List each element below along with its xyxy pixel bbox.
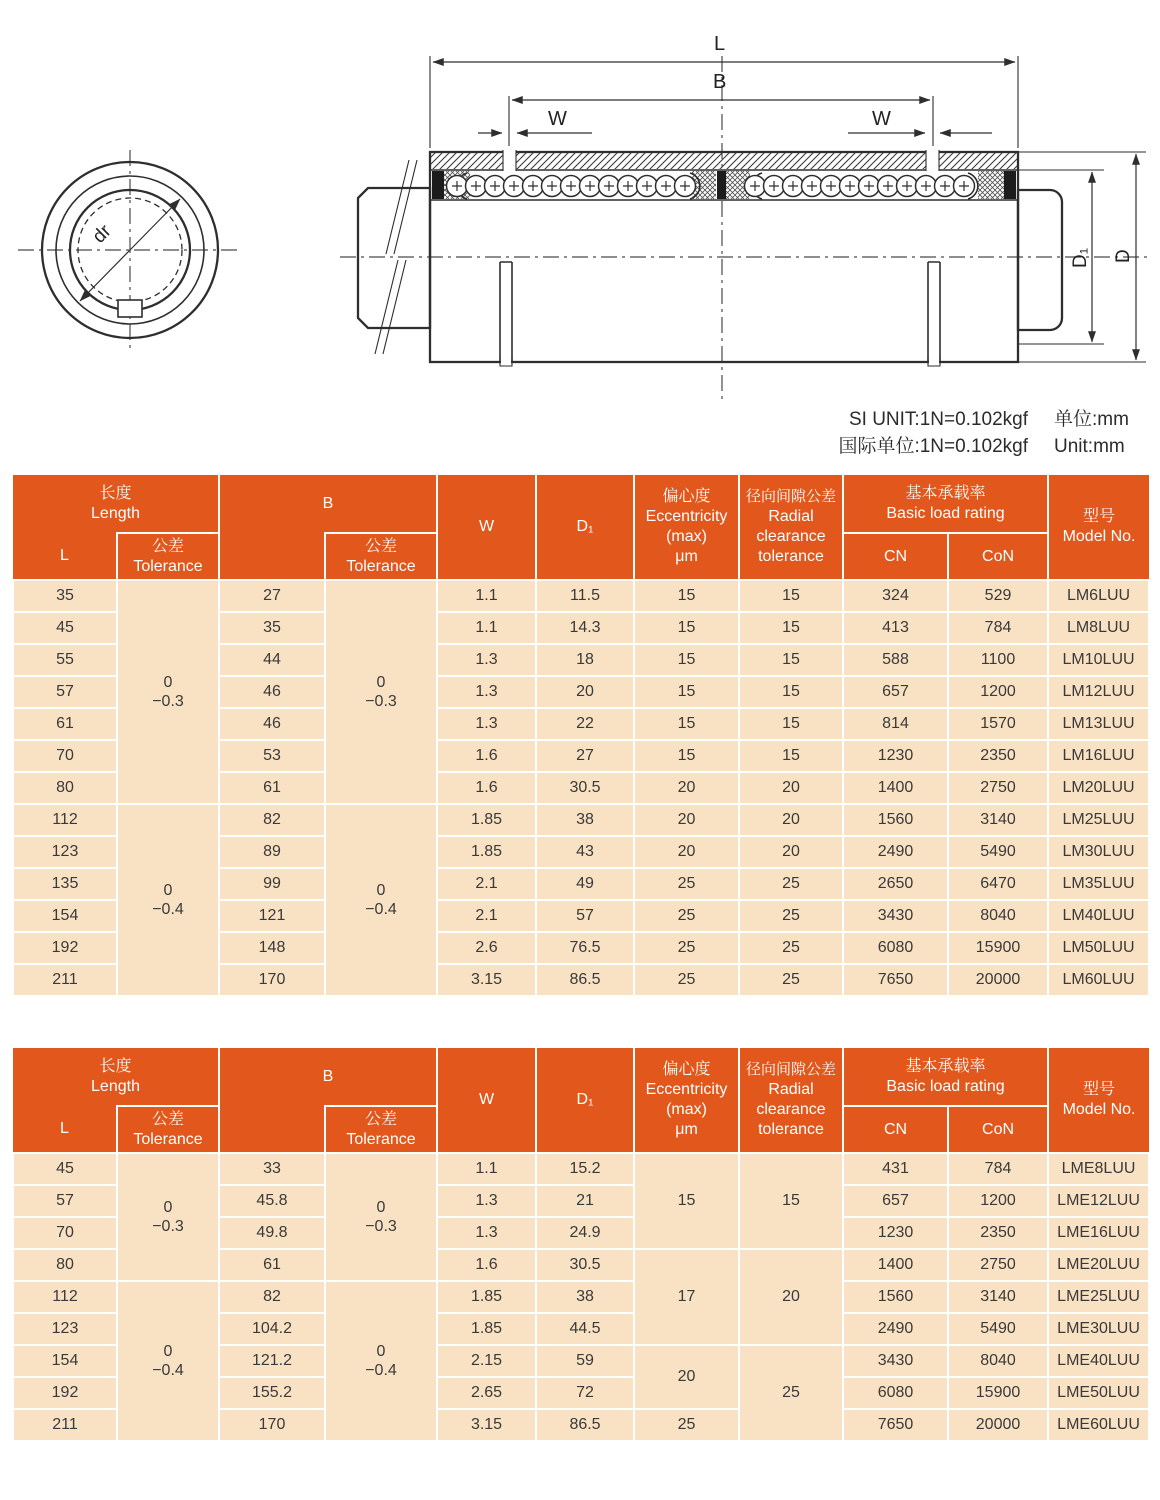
cell: 6470	[948, 868, 1048, 900]
cell-model: LME8LUU	[1048, 1153, 1149, 1185]
cell: 112	[13, 1281, 117, 1313]
th-radial-clearance	[739, 475, 843, 580]
th-ecc-max: (max)	[666, 528, 707, 545]
th-b-tolerance	[325, 533, 437, 580]
th-length	[13, 1048, 219, 1106]
th-cn: CN	[843, 1106, 948, 1153]
cell-ecc-group: 17	[634, 1249, 739, 1345]
th-eccentricity	[634, 1048, 739, 1153]
cell-model: LME30LUU	[1048, 1313, 1149, 1345]
cell: 657	[843, 1185, 948, 1217]
cell: 1.3	[437, 1217, 536, 1249]
cell: 5490	[948, 836, 1048, 868]
cell: 43	[536, 836, 634, 868]
cell: 7650	[843, 1409, 948, 1441]
cell: 27	[219, 580, 325, 612]
cell: 2350	[948, 740, 1048, 772]
cell: 15	[739, 740, 843, 772]
cell: 529	[948, 580, 1048, 612]
cell: 14.3	[536, 612, 634, 644]
cell: 46	[219, 676, 325, 708]
cell: 784	[948, 1153, 1048, 1185]
seal-left	[432, 171, 444, 199]
cell: 44	[219, 644, 325, 676]
th-radial-clearance	[739, 1048, 843, 1153]
cell-model: LM35LUU	[1048, 868, 1149, 900]
cell: 21	[536, 1185, 634, 1217]
th-tol-cn: 公差	[365, 537, 398, 555]
cell: 1.1	[437, 612, 536, 644]
dim-label-d: D	[1113, 249, 1134, 263]
cell: 18	[536, 644, 634, 676]
cell: 192	[13, 1377, 117, 1409]
cell: 22	[536, 708, 634, 740]
cell: 5490	[948, 1313, 1048, 1345]
dimension-d1	[1070, 172, 1092, 342]
cell: 57	[536, 900, 634, 932]
th-basic-load-rating	[843, 475, 1048, 533]
th-length-en: Length	[91, 1077, 140, 1095]
th-rad-cn: 径向间隙公差	[746, 1061, 837, 1078]
unit-mm-en: Unit:mm	[1054, 436, 1125, 457]
cell: 25	[634, 900, 739, 932]
cell: 20	[739, 836, 843, 868]
cell-l-tolerance: 0 −0.3	[117, 580, 219, 804]
dimension-b	[512, 71, 930, 100]
th-b: B	[219, 1048, 437, 1106]
cell: 45	[13, 1153, 117, 1185]
cell: 15900	[948, 932, 1048, 964]
cell: 70	[13, 1217, 117, 1249]
th-ecc-cn: 偏心度	[662, 488, 711, 505]
cell: 211	[13, 1409, 117, 1441]
cell: 15	[739, 708, 843, 740]
retainer-notch	[118, 300, 142, 317]
cell: 33	[219, 1153, 325, 1185]
th-tol-cn: 公差	[365, 1110, 398, 1128]
cell: 112	[13, 804, 117, 836]
section-view	[340, 56, 1152, 404]
cell: 135	[13, 868, 117, 900]
cell: 61	[219, 772, 325, 804]
cell: 15	[739, 580, 843, 612]
cell: 1200	[948, 1185, 1048, 1217]
cell: 3430	[843, 900, 948, 932]
cell-ecc-group: 20	[634, 1345, 739, 1409]
cell: 15	[739, 644, 843, 676]
cell: 2750	[948, 772, 1048, 804]
cell: 49.8	[219, 1217, 325, 1249]
cell: 61	[219, 1249, 325, 1281]
cell: 20000	[948, 1409, 1048, 1441]
cell: 89	[219, 836, 325, 868]
cell-model: LM20LUU	[1048, 772, 1149, 804]
cell-model: LME60LUU	[1048, 1409, 1149, 1441]
cell: 82	[219, 804, 325, 836]
cell: 1.3	[437, 676, 536, 708]
unit-note	[838, 406, 1146, 460]
th-model	[1048, 1048, 1149, 1153]
cell: 25	[739, 932, 843, 964]
th-con: CoN	[948, 533, 1048, 580]
cell-model: LM10LUU	[1048, 644, 1149, 676]
cell: 20000	[948, 964, 1048, 996]
cell: 15	[739, 676, 843, 708]
cell: 1.6	[437, 772, 536, 804]
dim-label-w-left: W	[548, 108, 567, 130]
th-l-tolerance	[117, 533, 219, 580]
th-b-tolerance	[325, 1106, 437, 1153]
cell: 2.6	[437, 932, 536, 964]
cell: 2490	[843, 1313, 948, 1345]
cell-b-tolerance: 0 −0.3	[325, 580, 437, 804]
cell: 2.1	[437, 868, 536, 900]
cell: 55	[13, 644, 117, 676]
cell-ecc-group: 25	[634, 1409, 739, 1441]
th-ecc-en: Eccentricity	[645, 508, 728, 525]
cell: 2650	[843, 868, 948, 900]
th-rad-en3: tolerance	[758, 548, 824, 565]
cell: 15	[634, 580, 739, 612]
th-tol-en: Tolerance	[133, 1130, 203, 1148]
cell: 1570	[948, 708, 1048, 740]
cell: 2490	[843, 836, 948, 868]
th-ecc-um: μm	[675, 1121, 698, 1138]
cell: 20	[634, 772, 739, 804]
dim-label-d1: D₁	[1070, 247, 1091, 268]
cell-model: LM12LUU	[1048, 676, 1149, 708]
cell-model: LM50LUU	[1048, 932, 1149, 964]
table-row	[13, 804, 1149, 836]
th-blr-en: Basic load rating	[886, 1077, 1005, 1095]
cell: 1400	[843, 772, 948, 804]
cell: 25	[634, 964, 739, 996]
table-row	[13, 1153, 1149, 1185]
cell: 784	[948, 612, 1048, 644]
th-ecc-um: μm	[675, 548, 698, 565]
unit-mm-cn: 单位:mm	[1054, 409, 1129, 430]
cell: 46	[219, 708, 325, 740]
cell: 15	[634, 740, 739, 772]
header-row	[13, 1048, 1149, 1106]
dim-label-dr: dr	[88, 220, 116, 248]
th-b-blank	[219, 533, 325, 580]
th-model	[1048, 475, 1149, 580]
th-blr-cn: 基本承载率	[905, 1057, 986, 1075]
cell: 123	[13, 836, 117, 868]
th-model-cn: 型号	[1083, 508, 1116, 525]
cell: 15	[634, 676, 739, 708]
cell: 27	[536, 740, 634, 772]
cell: 44.5	[536, 1313, 634, 1345]
cell: 49	[536, 868, 634, 900]
cell: 8040	[948, 900, 1048, 932]
cell: 15	[634, 644, 739, 676]
cell: 1560	[843, 804, 948, 836]
cell: 1.85	[437, 804, 536, 836]
th-blr-cn: 基本承载率	[905, 484, 986, 502]
th-b: B	[219, 475, 437, 533]
si-unit-text: SI UNIT:1N=0.102kgf	[848, 409, 1028, 430]
cell: 1.1	[437, 1153, 536, 1185]
cell: 1.85	[437, 1313, 536, 1345]
th-w: W	[437, 475, 536, 580]
cell: 1.3	[437, 708, 536, 740]
cell: 25	[739, 868, 843, 900]
cell-rad-group: 20	[739, 1249, 843, 1345]
cell-model: LME25LUU	[1048, 1281, 1149, 1313]
si-unit-text-cn: 国际单位:1N=0.102kgf	[838, 436, 1028, 457]
th-l: L	[13, 533, 117, 580]
cell: 3430	[843, 1345, 948, 1377]
th-l-tolerance	[117, 1106, 219, 1153]
cell: 15	[634, 612, 739, 644]
cell: 1.6	[437, 1249, 536, 1281]
cell: 24.9	[536, 1217, 634, 1249]
th-tol-en: Tolerance	[133, 557, 203, 575]
table-lm-luu	[12, 475, 1150, 997]
cell: 8040	[948, 1345, 1048, 1377]
cell: 3.15	[437, 964, 536, 996]
cell-model: LME20LUU	[1048, 1249, 1149, 1281]
cell: 1230	[843, 740, 948, 772]
th-ecc-en: Eccentricity	[645, 1081, 728, 1098]
cell: 35	[219, 612, 325, 644]
cell: 20	[634, 804, 739, 836]
cell: 20	[739, 772, 843, 804]
unit-note-line	[838, 433, 1146, 460]
cell: 148	[219, 932, 325, 964]
th-length-cn: 长度	[99, 1057, 132, 1075]
dimension-d	[1113, 154, 1136, 360]
cell: 30.5	[536, 772, 634, 804]
cell: 45	[13, 612, 117, 644]
th-rad-en1: Radial	[768, 508, 814, 525]
cell: 30.5	[536, 1249, 634, 1281]
cell-l-tolerance: 0 −0.4	[117, 1281, 219, 1441]
cell-l-tolerance: 0 −0.3	[117, 1153, 219, 1281]
cell: 121	[219, 900, 325, 932]
cell-b-tolerance: 0 −0.4	[325, 1281, 437, 1441]
th-model-en: Model No.	[1062, 1101, 1136, 1118]
cell: 15	[634, 708, 739, 740]
cell: 38	[536, 1281, 634, 1313]
cell: 57	[13, 1185, 117, 1217]
cell: 45.8	[219, 1185, 325, 1217]
th-rad-en2: clearance	[756, 528, 826, 545]
cell: 15.2	[536, 1153, 634, 1185]
cell-model: LME12LUU	[1048, 1185, 1149, 1217]
circlip-grooves	[500, 262, 940, 366]
cell: 6080	[843, 932, 948, 964]
cell: 192	[13, 932, 117, 964]
cell: 53	[219, 740, 325, 772]
th-tol-en: Tolerance	[346, 557, 416, 575]
cell: 1.85	[437, 1281, 536, 1313]
cell-model: LM8LUU	[1048, 612, 1149, 644]
th-tol-cn: 公差	[151, 537, 184, 555]
th-model-cn: 型号	[1083, 1081, 1116, 1098]
shaft-right	[1018, 190, 1062, 330]
table-lme-luu	[12, 1048, 1150, 1442]
dimension-w-right	[848, 108, 992, 133]
cell: 61	[13, 708, 117, 740]
unit-note-line	[838, 406, 1146, 433]
th-tol-cn: 公差	[151, 1110, 184, 1128]
center-spacer	[717, 171, 726, 199]
th-rad-en2: clearance	[756, 1101, 826, 1118]
cell: 588	[843, 644, 948, 676]
th-cn: CN	[843, 533, 948, 580]
th-eccentricity	[634, 475, 739, 580]
cell-model: LM6LUU	[1048, 580, 1149, 612]
cell: 2.65	[437, 1377, 536, 1409]
cell: 211	[13, 964, 117, 996]
cell: 1230	[843, 1217, 948, 1249]
cell-model: LM25LUU	[1048, 804, 1149, 836]
cell: 1.3	[437, 644, 536, 676]
cell: 1100	[948, 644, 1048, 676]
cell-rad-group: 15	[739, 1153, 843, 1249]
th-length-en: Length	[91, 504, 140, 522]
cell-model: LM60LUU	[1048, 964, 1149, 996]
cell: 413	[843, 612, 948, 644]
cell: 25	[739, 900, 843, 932]
cell: 7650	[843, 964, 948, 996]
th-ecc-max: (max)	[666, 1101, 707, 1118]
cell-model: LM13LUU	[1048, 708, 1149, 740]
th-d1: D₁	[536, 475, 634, 580]
seal-right	[1004, 171, 1016, 199]
th-length	[13, 475, 219, 533]
cell: 2.1	[437, 900, 536, 932]
cell-l-tolerance: 0 −0.4	[117, 804, 219, 996]
cell: 1.85	[437, 836, 536, 868]
cell: 155.2	[219, 1377, 325, 1409]
cell-b-tolerance: 0 −0.3	[325, 1153, 437, 1281]
cell: 104.2	[219, 1313, 325, 1345]
cell: 170	[219, 964, 325, 996]
cell-b-tolerance: 0 −0.4	[325, 804, 437, 996]
cell: 1200	[948, 676, 1048, 708]
cell: 6080	[843, 1377, 948, 1409]
cell: 3140	[948, 1281, 1048, 1313]
dim-label-w-right: W	[872, 108, 891, 130]
cell: 25	[739, 964, 843, 996]
cell: 3140	[948, 804, 1048, 836]
cell: 35	[13, 580, 117, 612]
cell: 2.15	[437, 1345, 536, 1377]
cell: 82	[219, 1281, 325, 1313]
cell: 1.6	[437, 740, 536, 772]
cell: 25	[634, 932, 739, 964]
th-l: L	[13, 1106, 117, 1153]
cell: 20	[739, 804, 843, 836]
cell: 1.1	[437, 580, 536, 612]
cell: 70	[13, 740, 117, 772]
cell: 1.3	[437, 1185, 536, 1217]
cell: 3.15	[437, 1409, 536, 1441]
dimension-w-left	[478, 108, 592, 133]
cell: 72	[536, 1377, 634, 1409]
cell: 2750	[948, 1249, 1048, 1281]
cell: 99	[219, 868, 325, 900]
cell: 15	[739, 612, 843, 644]
cell-model: LME16LUU	[1048, 1217, 1149, 1249]
cell-model: LM40LUU	[1048, 900, 1149, 932]
cell: 59	[536, 1345, 634, 1377]
cell: 1560	[843, 1281, 948, 1313]
th-w: W	[437, 1048, 536, 1153]
th-con: CoN	[948, 1106, 1048, 1153]
end-view	[18, 150, 242, 352]
cell: 20	[634, 836, 739, 868]
th-model-en: Model No.	[1062, 528, 1136, 545]
th-ecc-cn: 偏心度	[662, 1061, 711, 1078]
th-rad-en3: tolerance	[758, 1121, 824, 1138]
cell: 814	[843, 708, 948, 740]
cell: 57	[13, 676, 117, 708]
cell: 38	[536, 804, 634, 836]
cell: 123	[13, 1313, 117, 1345]
cell-model: LM16LUU	[1048, 740, 1149, 772]
dimension-l	[433, 33, 1015, 62]
table-row	[13, 1281, 1149, 1313]
cell: 431	[843, 1153, 948, 1185]
bearing-drawing	[0, 0, 1160, 462]
cell: 86.5	[536, 964, 634, 996]
cell: 170	[219, 1409, 325, 1441]
cell-model: LME50LUU	[1048, 1377, 1149, 1409]
th-rad-cn: 径向间隙公差	[746, 488, 837, 505]
cell-rad-group: 25	[739, 1345, 843, 1441]
cell: 80	[13, 772, 117, 804]
cell: 1400	[843, 1249, 948, 1281]
cell: 15900	[948, 1377, 1048, 1409]
cell: 2350	[948, 1217, 1048, 1249]
th-basic-load-rating	[843, 1048, 1048, 1106]
header-row	[13, 475, 1149, 533]
dim-label-b: B	[713, 71, 727, 93]
cell: 154	[13, 900, 117, 932]
table-row	[13, 580, 1149, 612]
cell-model: LME40LUU	[1048, 1345, 1149, 1377]
cell: 86.5	[536, 1409, 634, 1441]
cell: 25	[634, 868, 739, 900]
cell-model: LM30LUU	[1048, 836, 1149, 868]
dim-label-l: L	[714, 33, 726, 55]
cell-ecc-group: 15	[634, 1153, 739, 1249]
cell: 657	[843, 676, 948, 708]
cell: 20	[536, 676, 634, 708]
th-d1: D₁	[536, 1048, 634, 1153]
th-b-blank	[219, 1106, 325, 1153]
cell: 80	[13, 1249, 117, 1281]
th-blr-en: Basic load rating	[886, 504, 1005, 522]
cell: 154	[13, 1345, 117, 1377]
cell: 121.2	[219, 1345, 325, 1377]
cell: 11.5	[536, 580, 634, 612]
th-tol-en: Tolerance	[346, 1130, 416, 1148]
cell: 324	[843, 580, 948, 612]
th-length-cn: 长度	[99, 484, 132, 502]
cell: 76.5	[536, 932, 634, 964]
th-rad-en1: Radial	[768, 1081, 814, 1098]
